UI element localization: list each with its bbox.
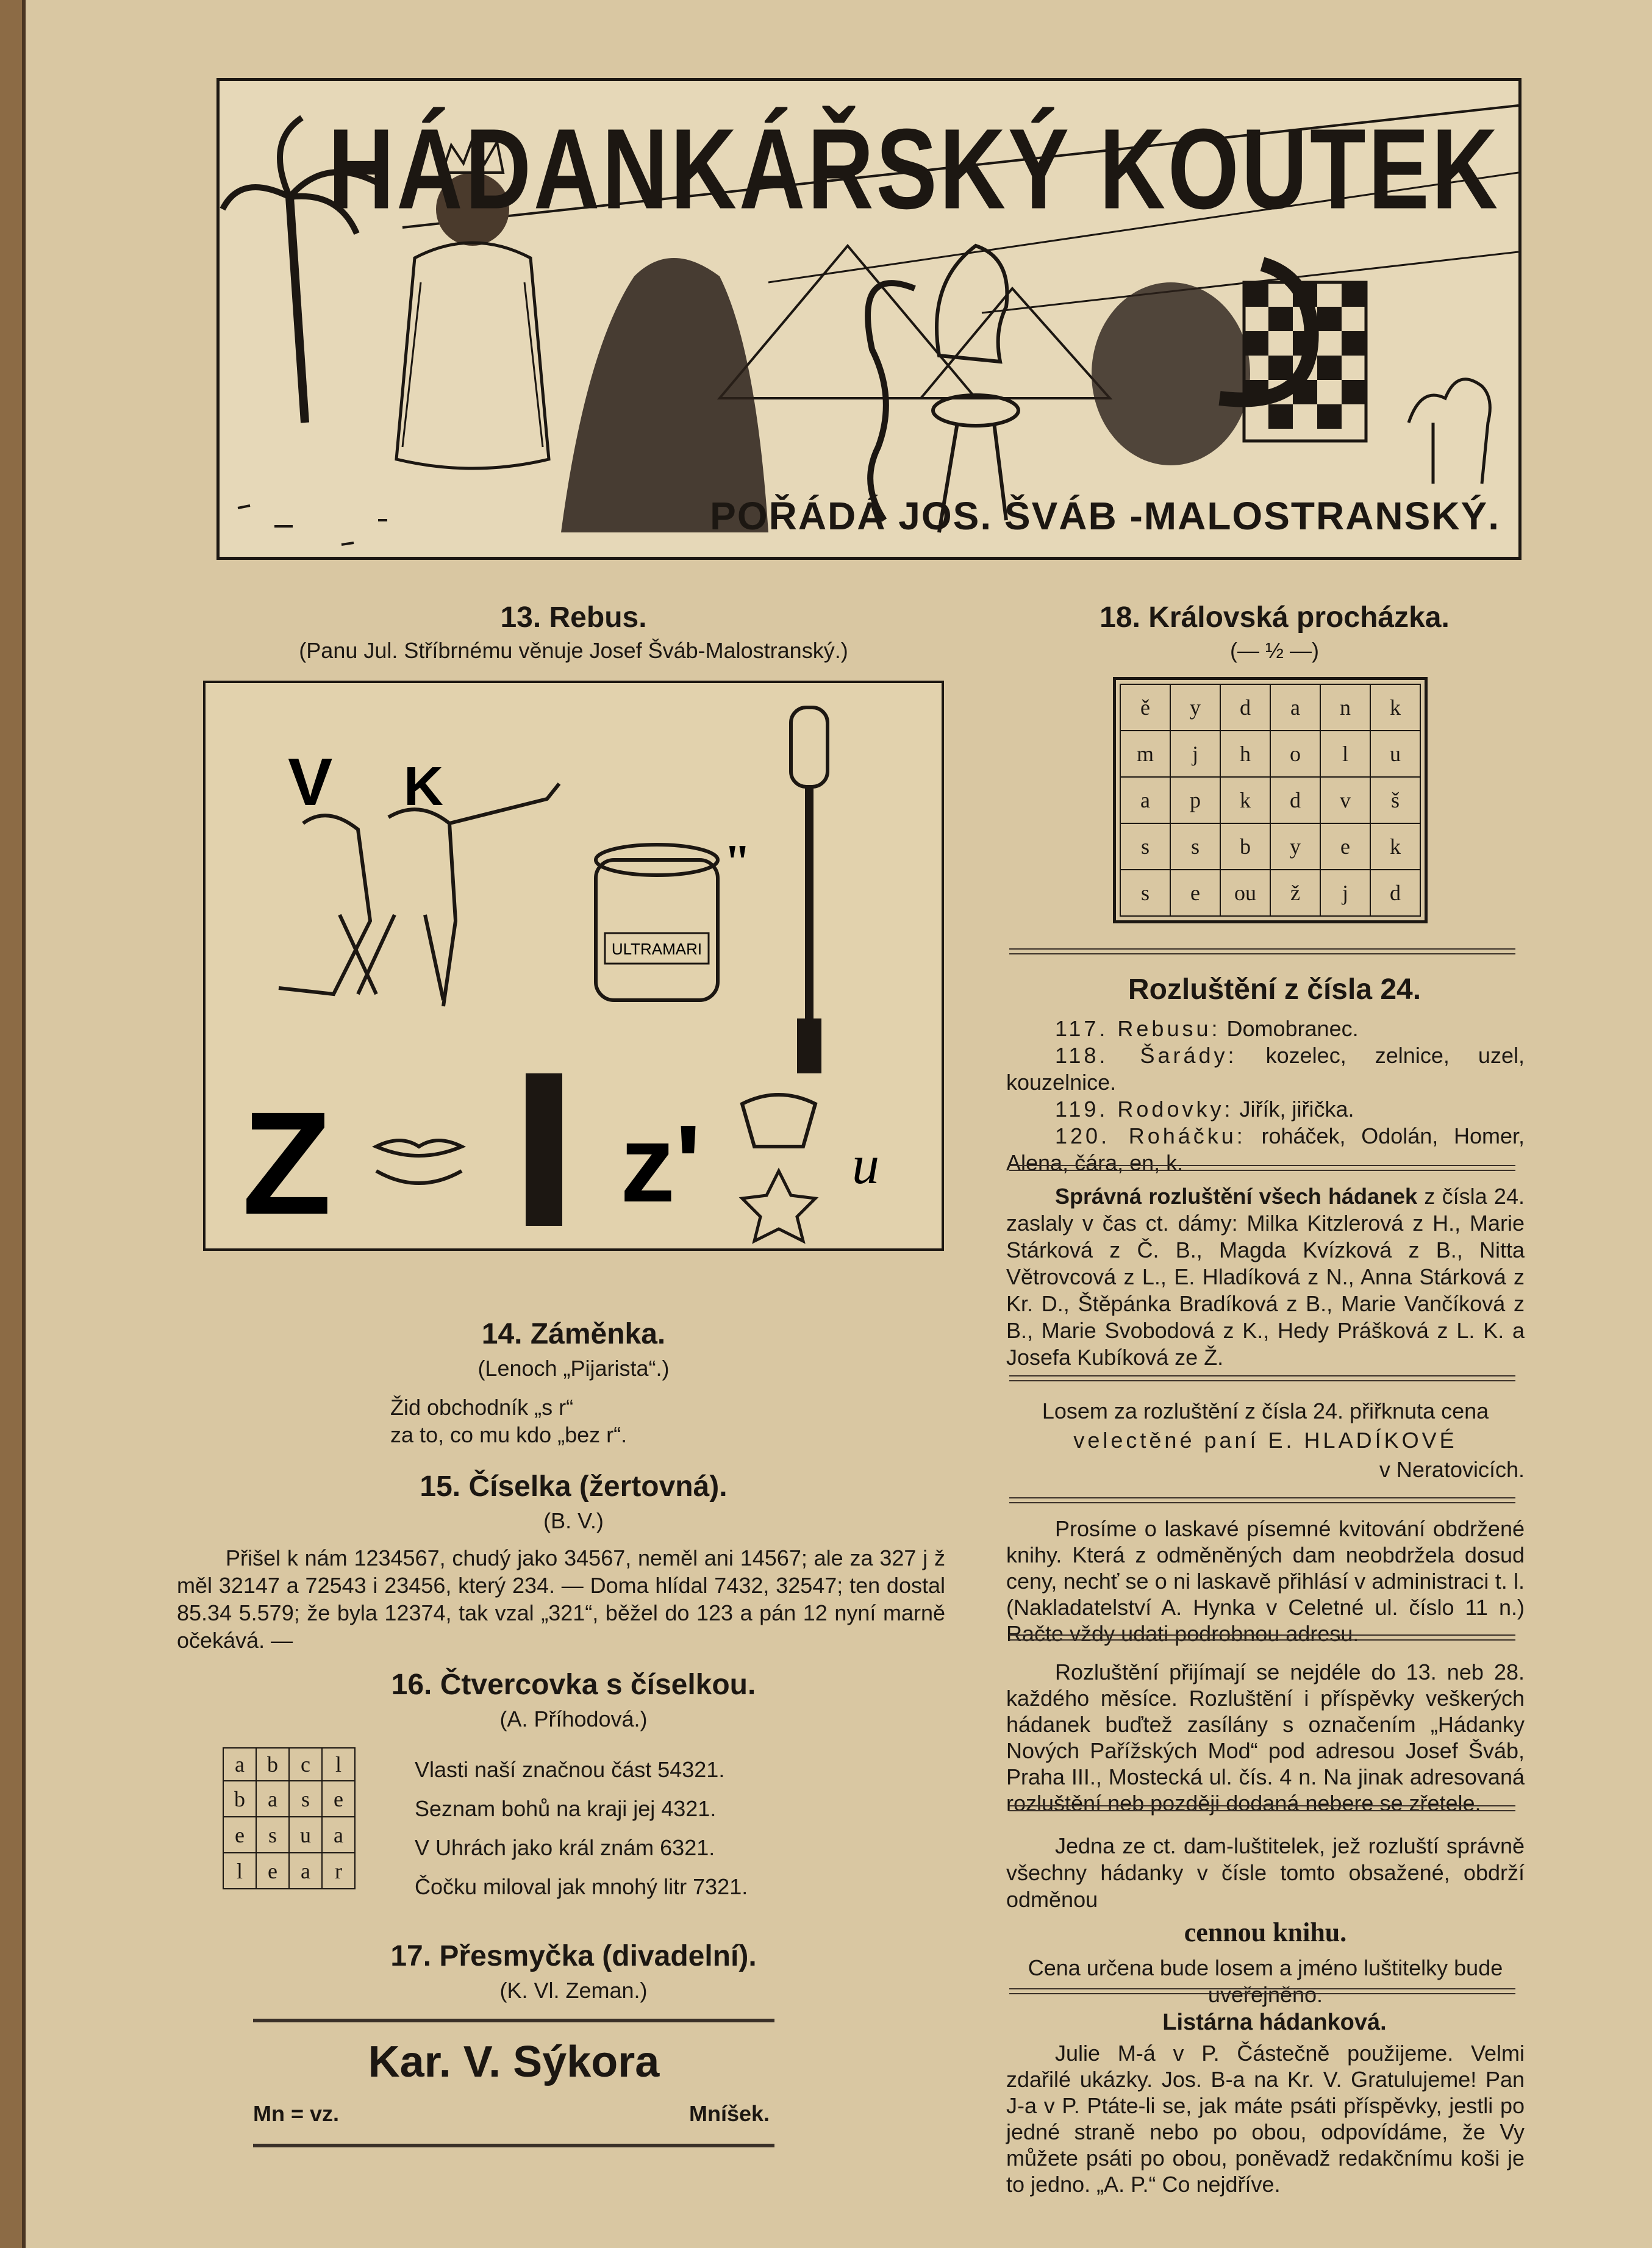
puzzle-14-line2: za to, co mu kdo „bez r“. (390, 1422, 628, 1447)
puzzle-14 (203, 1317, 944, 1381)
rebus-quote: " (724, 836, 751, 889)
grid16-cell: b (223, 1781, 256, 1817)
rebus-letter-v: V (288, 745, 333, 820)
puzzle-15-title: 15. Číselka (žertovná). (420, 1470, 728, 1503)
banner-title: HÁDANKÁŘSKÝ KOUTEK (327, 104, 1500, 233)
puzzle-18 (1000, 601, 1549, 664)
grid18-cell: d (1220, 684, 1270, 731)
lot-winner (1006, 1397, 1525, 1484)
s117-label: 117. Rebusu: (1055, 1016, 1221, 1041)
puzzle-16-author: (A. Příhodová.) (499, 1706, 648, 1731)
puzzle-17 (203, 1939, 944, 2003)
puzzle-15-text (177, 1544, 945, 1654)
grid16-cell: l (322, 1748, 355, 1781)
puzzle-17-left: Mn = vz. (253, 2101, 340, 2126)
reward (1006, 1833, 1525, 2008)
solutions-title-text: Rozluštění z čísla 24. (1128, 973, 1421, 1006)
s118-label: 118. Šarády: (1055, 1043, 1237, 1068)
listarna-text (1006, 2040, 1525, 2197)
notice-deadline-text: Rozluštění přijímají se nejdéle do 13. neb 28. každého měsíce. Rozluštění i příspěvky veškerých hádanek buďtež zasílány s označením „Hádanky Nových Pařížských Mod“ pod adresou Josef Šváb, Praha III., Mostecká ul. čís. 4 n. Na jinak adresovaná rozluštění neb později dodaná nebere se zřetele. (1006, 1659, 1525, 1816)
grid18-cell: k (1220, 777, 1270, 823)
grid18-cell: o (1270, 731, 1320, 777)
grid16-cell: c (289, 1748, 322, 1781)
grid16-cell: a (289, 1853, 322, 1889)
s120-label: 120. Roháčku: (1055, 1123, 1246, 1148)
divider (1009, 1634, 1515, 1636)
grid18-cell: d (1270, 777, 1320, 823)
rebus-letter-z-prime: z' (620, 1103, 701, 1225)
puzzle-16-clue: Čočku miloval jak mnohý litr 7321. (415, 1874, 748, 1899)
reward-text: Jedna ze ct. dam-luštitelek, jež rozluští správně všechny hádanky v čísle tomto obsažené, obdrží odměnou (1006, 1833, 1525, 1912)
puzzle-15-author: (B. V.) (543, 1508, 604, 1533)
solutions-title (1000, 973, 1549, 1006)
page-spine-edge (22, 0, 26, 2248)
puzzle-16 (203, 1668, 944, 1732)
grid18-cell: s (1120, 823, 1170, 870)
puzzle-15-paragraph: Přišel k nám 1234567, chudý jako 34567, neměl ani 14567; ale za 327 j ž měl 32147 a 72543 i 23456, který 234. — Doma hlídal 7432, 32547; ten dostal 85.34 5.579; že byla 12374, tak vzal „321“, běžel do 123 a pán 12 nyní marně očekává. — (177, 1545, 945, 1653)
grid16-cell: e (322, 1781, 355, 1817)
s119-label: 119. Rodovky: (1055, 1097, 1234, 1122)
divider (253, 2019, 774, 2022)
grid16-cell: e (223, 1817, 256, 1853)
puzzle-16-clue: Seznam bohů na kraji jej 4321. (415, 1796, 717, 1821)
s117: Domobranec. (1226, 1016, 1359, 1041)
grid18-cell: k (1370, 684, 1420, 731)
puzzle-17-author: (K. Vl. Zeman.) (499, 1978, 648, 2003)
puzzle-14-author: (Lenoch „Pijarista“.) (477, 1356, 670, 1381)
grid16-cell: r (322, 1853, 355, 1889)
grid18-cell: b (1220, 823, 1270, 870)
divider (1009, 1375, 1515, 1376)
banner-subtitle: POŘÁDÁ JOS. ŠVÁB -MALOSTRANSKÝ. (710, 494, 1500, 538)
divider (1009, 1165, 1515, 1166)
s119: Jiřík, jiřička. (1239, 1097, 1354, 1122)
puzzle-15 (203, 1470, 944, 1534)
grid18-cell: n (1320, 684, 1370, 731)
grid18-cell: š (1370, 777, 1420, 823)
solutions-list (1006, 1015, 1525, 1176)
puzzle-16-clues (415, 1750, 939, 1906)
puzzle-13-title: 13. Rebus. (500, 601, 647, 634)
grid18-cell: e (1320, 823, 1370, 870)
grid16-cell: e (256, 1853, 289, 1889)
notice-receipt-text: Prosíme o laskavé písemné kvitování obdržené knihy. Která z odměněných dam neobdržela dosud ceny, nechť se o ni laskavě přihlásí v administraci t. l. (Nakladatelství A. Hynka v Celetné ul. číslo 11 n.) Račte vždy udati podrobnou adresu. (1006, 1516, 1525, 1646)
puzzle-18-title: 18. Královská procházka. (1100, 601, 1450, 634)
grid18-cell: s (1120, 870, 1170, 916)
rebus-letter-u: u (852, 1135, 879, 1195)
puzzle-13-dedication: (Panu Jul. Stříbrnému věnuje Josef Šváb-Malostranský.) (299, 638, 848, 663)
lot-line3: v Neratovicích. (1379, 1457, 1525, 1482)
grid18-cell: ě (1120, 684, 1170, 731)
rebus-jar-label: ULTRAMARI (611, 940, 703, 958)
grid18-cell: ou (1220, 870, 1270, 916)
grid18-cell: l (1320, 731, 1370, 777)
puzzle-17-title: 17. Přesmyčka (divadelní). (390, 1940, 757, 1972)
puzzle-14-title: 14. Záměnka. (481, 1318, 666, 1350)
s120: roháček, Odolán, Homer, Alena, čára, en, k. (1006, 1123, 1525, 1175)
rebus-letter-z: Z (242, 1081, 332, 1245)
lot-line1: Losem za rozluštění z čísla 24. přiřknuta cena (1042, 1398, 1489, 1423)
grid18-cell: s (1170, 823, 1220, 870)
grid18-cell: a (1270, 684, 1320, 731)
grid16-cell: a (322, 1817, 355, 1853)
grid16-cell: a (256, 1781, 289, 1817)
divider (1009, 948, 1515, 950)
grid18-cell: v (1320, 777, 1370, 823)
rebus-picture (203, 681, 944, 1251)
notice-deadline (1006, 1659, 1525, 1816)
puzzle-18-hint: (— ½ —) (1229, 638, 1319, 663)
puzzle-16-grid (223, 1747, 356, 1889)
grid18-cell: u (1370, 731, 1420, 777)
grid16-cell: b (256, 1748, 289, 1781)
rebus-illustration (206, 683, 942, 1248)
puzzle-14-text (390, 1394, 878, 1448)
puzzle-17-right: Mníšek. (689, 2101, 770, 2126)
listarna-paragraph: Julie M-á v P. Částečně použijeme. Velmi zdařilé ukázky. Jos. B-a na Kr. V. Gratulujeme! Pan J-a v P. Ptáte-li se, jak máte psáti příspěvky, jestli po jedné straně nebo po obou, odpovídáme, že Vy můžete psáti po obou, poněvadž redakčnímu koši je to jedno. „A. P.“ Co nejdříve. (1006, 2041, 1525, 2197)
grid18-cell: ž (1270, 870, 1320, 916)
grid18-cell: d (1370, 870, 1420, 916)
grid16-cell: l (223, 1853, 256, 1889)
puzzle-17-name: Kar. V. Sýkora (368, 2038, 660, 2086)
grid18-cell: y (1270, 823, 1320, 870)
grid18-cell: j (1320, 870, 1370, 916)
puzzle-16-title: 16. Čtvercovka s číselkou. (391, 1669, 756, 1701)
puzzle-13-header (203, 601, 944, 664)
grid18-cell: j (1170, 731, 1220, 777)
puzzle-16-clue: Vlasti naší značnou část 54321. (415, 1757, 725, 1782)
grid16-cell: s (256, 1817, 289, 1853)
puzzle-18-grid (1120, 684, 1421, 917)
divider (1009, 1988, 1515, 1989)
grid18-cell: k (1370, 823, 1420, 870)
correct-text: z čísla 24. zaslaly v čas ct. dámy: Milka Kitzlerová z H., Marie Stárková z Č. B., Magda Kvízková z B., Nitta Větrovcová z L., E. Hladíková z N., Anna Stárková z Kr. D., Štěpánka Bradíková z B., Marie Vančíková z B., Marie Svobodová z K., Hedy Prášková z L. K. a Josefa Kubíková ze Ž. (1006, 1184, 1525, 1370)
s118: kozelec, zelnice, uzel, kouzelnice. (1006, 1043, 1525, 1095)
divider (1009, 1497, 1515, 1498)
grid16-cell: s (289, 1781, 322, 1817)
grid18-cell: m (1120, 731, 1170, 777)
grid18-cell: h (1220, 731, 1270, 777)
grid16-cell: u (289, 1817, 322, 1853)
grid18-cell: p (1170, 777, 1220, 823)
notice-receipt (1006, 1516, 1525, 1647)
rebus-letter-k: K (404, 756, 443, 817)
reward-prize: cennou knihu. (1184, 1917, 1347, 1947)
grid16-cell: a (223, 1748, 256, 1781)
correct-lead: Správná rozluštění všech hádanek (1055, 1184, 1418, 1209)
divider (1009, 1805, 1515, 1806)
correct-solvers (1006, 1183, 1525, 1371)
puzzle-18-grid-frame (1113, 677, 1428, 923)
page-spine (0, 0, 22, 2248)
reward-note: Cena určena bude losem a jméno luštitelky bude uveřejněno. (1028, 1955, 1503, 2007)
header-banner (216, 78, 1521, 560)
puzzle-16-clue: V Uhrách jako král znám 6321. (415, 1835, 715, 1860)
puzzle-14-line1: Žid obchodník „s r“ (390, 1395, 574, 1420)
grid18-cell: a (1120, 777, 1170, 823)
listarna-title: Listárna hádanková. (1162, 2010, 1387, 2035)
grid18-cell: y (1170, 684, 1220, 731)
divider (253, 2144, 774, 2147)
grid18-cell: e (1170, 870, 1220, 916)
lot-line2: velectěné paní E. HLADÍKOVÉ (1073, 1428, 1457, 1453)
